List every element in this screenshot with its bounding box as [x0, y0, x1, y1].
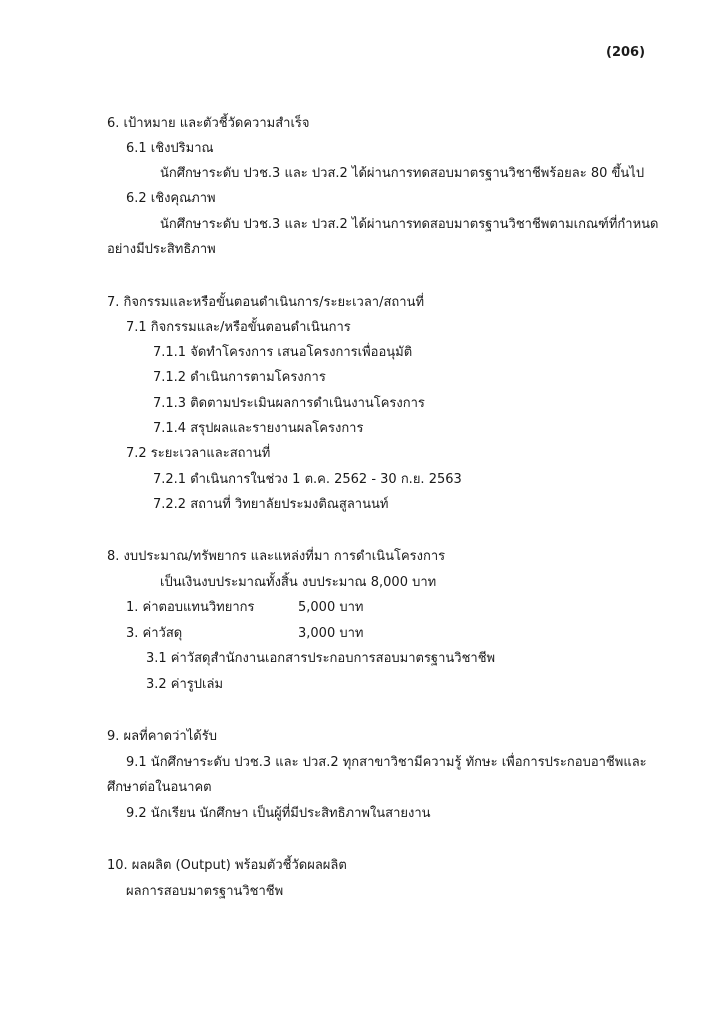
section-9-2-text: 9.2 นักเรียน นักศึกษา เป็นผู้ที่มีประสิทธิภาพในสายงาน — [126, 806, 431, 821]
budget-item-1-amount: 5,000 บาท — [298, 600, 364, 615]
section-8-heading: 8. งบประมาณ/ทรัพยากร และแหล่งที่มา การดำเนินโครงการ — [107, 549, 446, 564]
budget-item-3-amount: 3,000 บาท — [298, 626, 364, 641]
budget-item-3-2: 3.2 ค่ารูปเล่ม — [146, 677, 224, 692]
budget-item-3-1: 3.1 ค่าวัสดุสำนักงานเอกสารประกอบการสอบมาตรฐานวิชาชีพ — [146, 651, 496, 666]
section-6-heading: 6. เป้าหมาย และตัวชี้วัดความสำเร็จ — [107, 116, 310, 131]
section-7-1-2: 7.1.2 ดำเนินการตามโครงการ — [153, 370, 326, 385]
section-9-1-text-cont: ศึกษาต่อในอนาคต — [107, 780, 212, 795]
section-7-1-4: 7.1.4 สรุปผลและรายงานผลโครงการ — [153, 421, 364, 436]
budget-item-3-label: 3. ค่าวัสดุ — [126, 626, 183, 641]
section-9-heading: 9. ผลที่คาดว่าได้รับ — [107, 729, 217, 744]
section-10-text: ผลการสอบมาตรฐานวิชาชีพ — [126, 884, 284, 899]
section-6-2-text: นักศึกษาระดับ ปวช.3 และ ปวส.2 ได้ผ่านการทดสอบมาตรฐานวิชาชีพตามเกณฑ์ที่กำหนด — [160, 217, 659, 232]
section-6-2-heading: 6.2 เชิงคุณภาพ — [126, 191, 216, 206]
section-7-2-2: 7.2.2 สถานที่ วิทยาลัยประมงติณสูลานนท์ — [153, 497, 389, 512]
section-10-heading: 10. ผลผลิต (Output) พร้อมตัวชี้วัดผลผลิต — [107, 858, 347, 873]
section-6-1-text: นักศึกษาระดับ ปวช.3 และ ปวส.2 ได้ผ่านการทดสอบมาตรฐานวิชาชีพร้อยละ 80 ขึ้นไป — [160, 166, 645, 181]
section-7-1-1: 7.1.1 จัดทำโครงการ เสนอโครงการเพื่ออนุมัติ — [153, 345, 413, 360]
page-number: (206) — [606, 45, 646, 60]
section-7-2-heading: 7.2 ระยะเวลาและสถานที่ — [126, 446, 271, 461]
section-6-1-heading: 6.1 เชิงปริมาณ — [126, 141, 214, 156]
section-7-1-3: 7.1.3 ติดตามประเมินผลการดำเนินงานโครงการ — [153, 396, 425, 411]
section-9-1-text: 9.1 นักศึกษาระดับ ปวช.3 และ ปวส.2 ทุกสาขาวิชามีความรู้ ทักษะ เพื่อการประกอบอาชีพและ — [126, 755, 647, 770]
section-7-heading: 7. กิจกรรมและหรือขั้นตอนดำเนินการ/ระยะเวลา/สถานที่ — [107, 295, 425, 310]
section-7-2-1: 7.2.1 ดำเนินการในช่วง 1 ต.ค. 2562 - 30 ก.ย. 2563 — [153, 472, 462, 487]
section-8-total: เป็นเงินงบประมาณทั้งสิ้น งบประมาณ 8,000 บาท — [160, 575, 437, 590]
section-6-2-text-cont: อย่างมีประสิทธิภาพ — [107, 242, 216, 257]
budget-item-1-label: 1. ค่าตอบแทนวิทยากร — [126, 600, 255, 615]
section-7-1-heading: 7.1 กิจกรรมและ/หรือขั้นตอนดำเนินการ — [126, 320, 351, 335]
